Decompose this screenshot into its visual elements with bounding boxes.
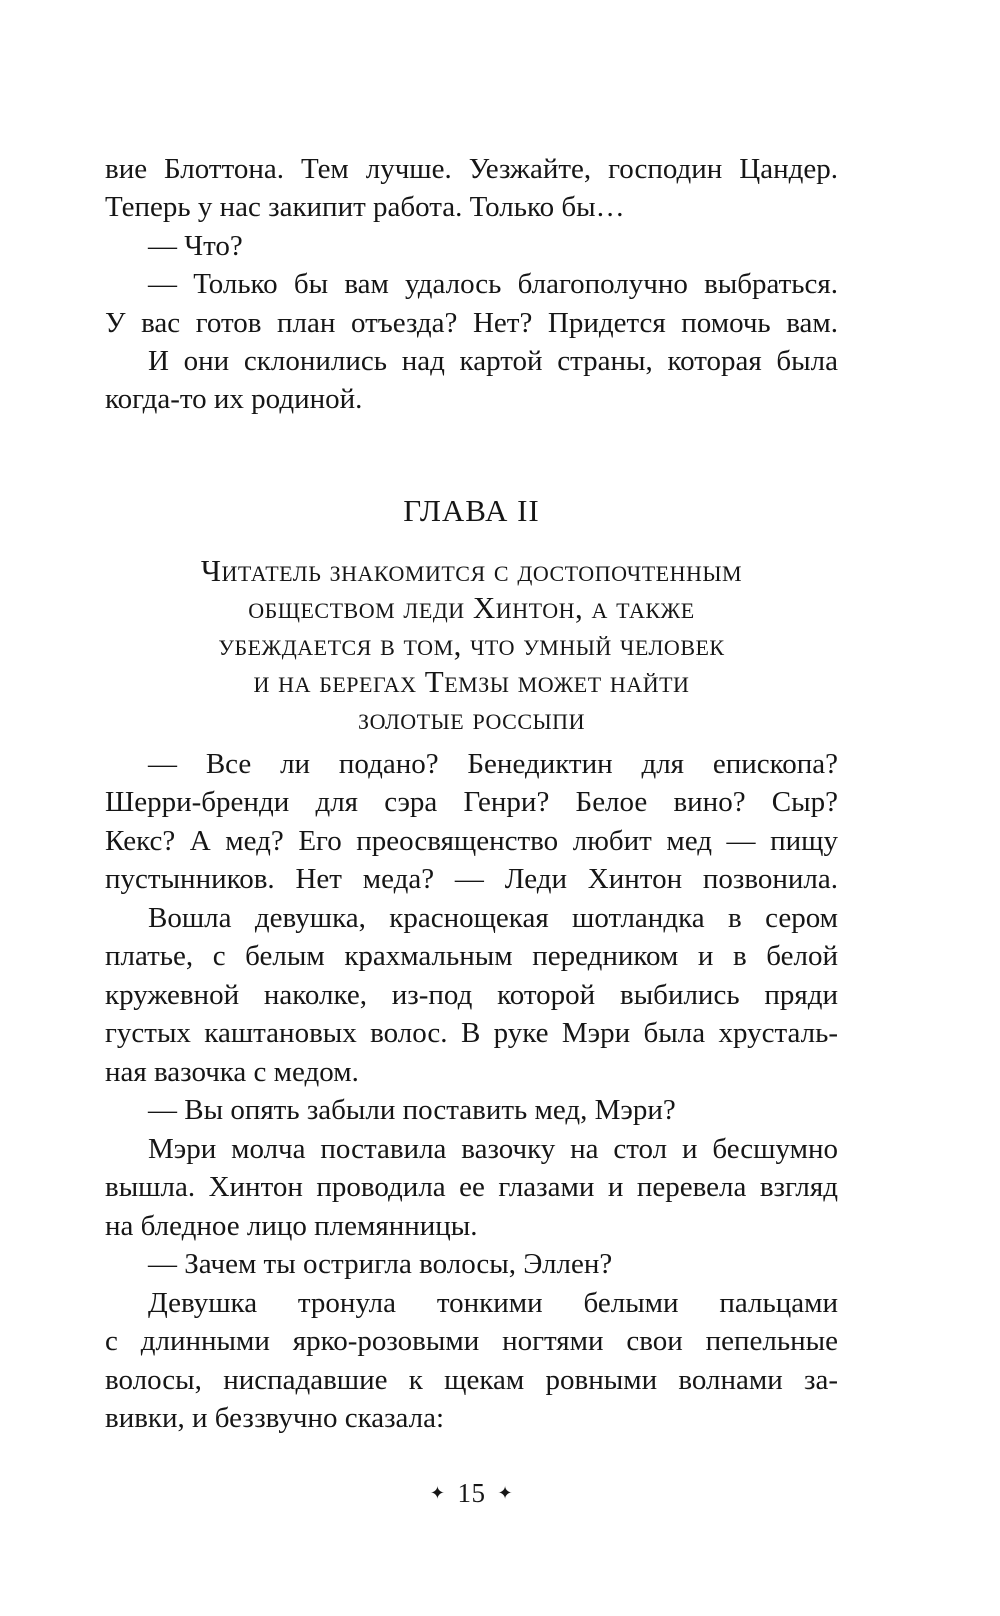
text-line: густых каштановых волос. В руке Мэри была хрусталь- bbox=[105, 1017, 838, 1050]
text-line: — Вы опять забыли поставить мед, Мэри? bbox=[148, 1094, 676, 1127]
text-line: — Только бы вам удалось благополучно выбраться. bbox=[148, 268, 838, 301]
text-column bbox=[105, 150, 838, 1509]
text-line: И они склонились над картой страны, которая была bbox=[148, 345, 838, 378]
text-line: — Зачем ты остригла волосы, Эллен? bbox=[148, 1248, 613, 1281]
text-line: ная вазочка с медом. bbox=[105, 1055, 359, 1088]
chapter-title-line: и на берегах Темзы может найти bbox=[253, 663, 690, 699]
text-line: У вас готов план отъезда? Нет? Придется помочь вам. bbox=[105, 306, 838, 339]
text-line: Теперь у нас закипит работа. Только бы… bbox=[105, 191, 625, 224]
page-number: 15 bbox=[457, 1477, 486, 1508]
text-line: когда-то их родиной. bbox=[105, 383, 363, 416]
continuation-paragraphs bbox=[105, 150, 838, 419]
chapter-title-line: обществом леди Хинтон, а также bbox=[248, 589, 695, 625]
text-line: пустынников. Нет меда? — Леди Хинтон позвонила. bbox=[105, 863, 838, 896]
text-line: вивки, и беззвучно сказала: bbox=[105, 1402, 445, 1435]
chapter-heading: ГЛАВА II bbox=[403, 492, 540, 528]
chapter-title bbox=[105, 552, 838, 737]
text-line: кружевной наколке, из-под которой выбились пряди bbox=[105, 978, 838, 1011]
diamond-ornament-icon: ✦ bbox=[429, 1482, 446, 1503]
page-footer bbox=[105, 1478, 838, 1509]
text-line: вышла. Хинтон проводила ее глазами и перевела взгляд bbox=[105, 1171, 838, 1204]
text-line: — Все ли подано? Бенедиктин для епископа? bbox=[148, 747, 838, 780]
text-line: вие Блоттона. Тем лучше. Уезжайте, господин Цандер. bbox=[105, 153, 838, 185]
chapter-title-line: Читатель знакомится с достопочтенным bbox=[200, 552, 743, 588]
text-line: Вошла девушка, краснощекая шотландка в сером bbox=[148, 901, 838, 934]
text-line: Кекс? А мед? Его преосвященство любит мед — пищу bbox=[105, 824, 838, 857]
text-line: Девушка тронула тонкими белыми пальцами bbox=[148, 1286, 838, 1319]
text-line: Мэри молча поставила вазочку на стол и бесшумно bbox=[148, 1132, 838, 1165]
text-line: с длинными ярко-розовыми ногтями свои пепельные bbox=[105, 1325, 838, 1358]
text-line: на бледное лицо племянницы. bbox=[105, 1209, 478, 1242]
text-line: Шерри-бренди для сэра Генри? Белое вино? Сыр? bbox=[105, 786, 838, 819]
text-line: — Что? bbox=[148, 229, 243, 262]
chapter-title-line: золотые россыпи bbox=[358, 700, 585, 736]
text-line: платье, с белым крахмальным передником и в белой bbox=[105, 940, 838, 973]
chapter-title-line: убеждается в том, что умный человек bbox=[218, 626, 725, 662]
diamond-ornament-icon: ✦ bbox=[497, 1482, 514, 1503]
text-line: волосы, ниспадавшие к щекам ровными волнами за- bbox=[105, 1363, 838, 1396]
body-paragraphs bbox=[105, 745, 838, 1438]
